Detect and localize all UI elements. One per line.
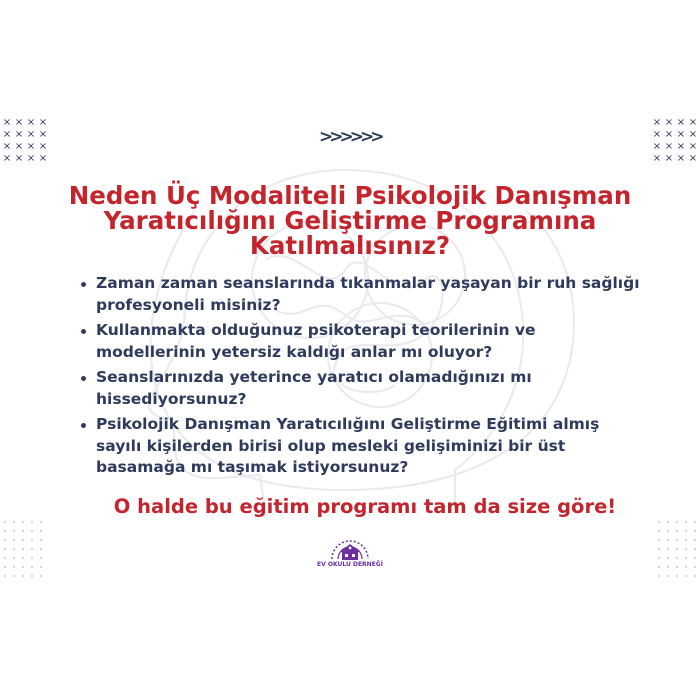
question-list xyxy=(80,273,640,483)
dot-pattern-right-icon xyxy=(655,518,700,581)
logo-text: EV OKULU DERNEĞİ xyxy=(317,561,383,568)
list-item: Zaman zaman seanslarında tıkanmalar yaşayan bir ruh sağlığı profesyoneli misiniz? xyxy=(80,273,640,316)
chevrons-icon: >>>>>> xyxy=(319,127,381,147)
list-item: Psikolojik Danışman Yaratıcılığını Geliştirme Eğitimi almış sayılı kişilerden birisi olup mesleki gelişiminizi bir üst basamağa mı taşımak istiyorsunuz? xyxy=(80,414,640,479)
x-pattern-right-icon: × × × × × × × × × × × × × × × × xyxy=(652,117,698,164)
logo xyxy=(310,535,390,579)
closing-statement: O halde bu eğitim programı tam da size göre! xyxy=(113,495,617,518)
list-item: Kullanmakta olduğunuz psikoterapi teorilerinin ve modellerinin yetersiz kaldığı anlar mı oluyor? xyxy=(80,320,640,363)
house-logo-icon xyxy=(310,535,390,563)
list-item: Seanslarınızda yeterince yaratıcı olamadığınızı mı hissediyorsunuz? xyxy=(80,367,640,410)
page-title: Neden Üç Modaliteli Psikolojik Danışman Yaratıcılığını Geliştirme Programına Katılmalısınız? xyxy=(68,181,632,260)
dot-pattern-left-icon xyxy=(1,518,46,581)
x-pattern-left-icon: × × × × × × × × × × × × × × × × xyxy=(2,117,48,164)
